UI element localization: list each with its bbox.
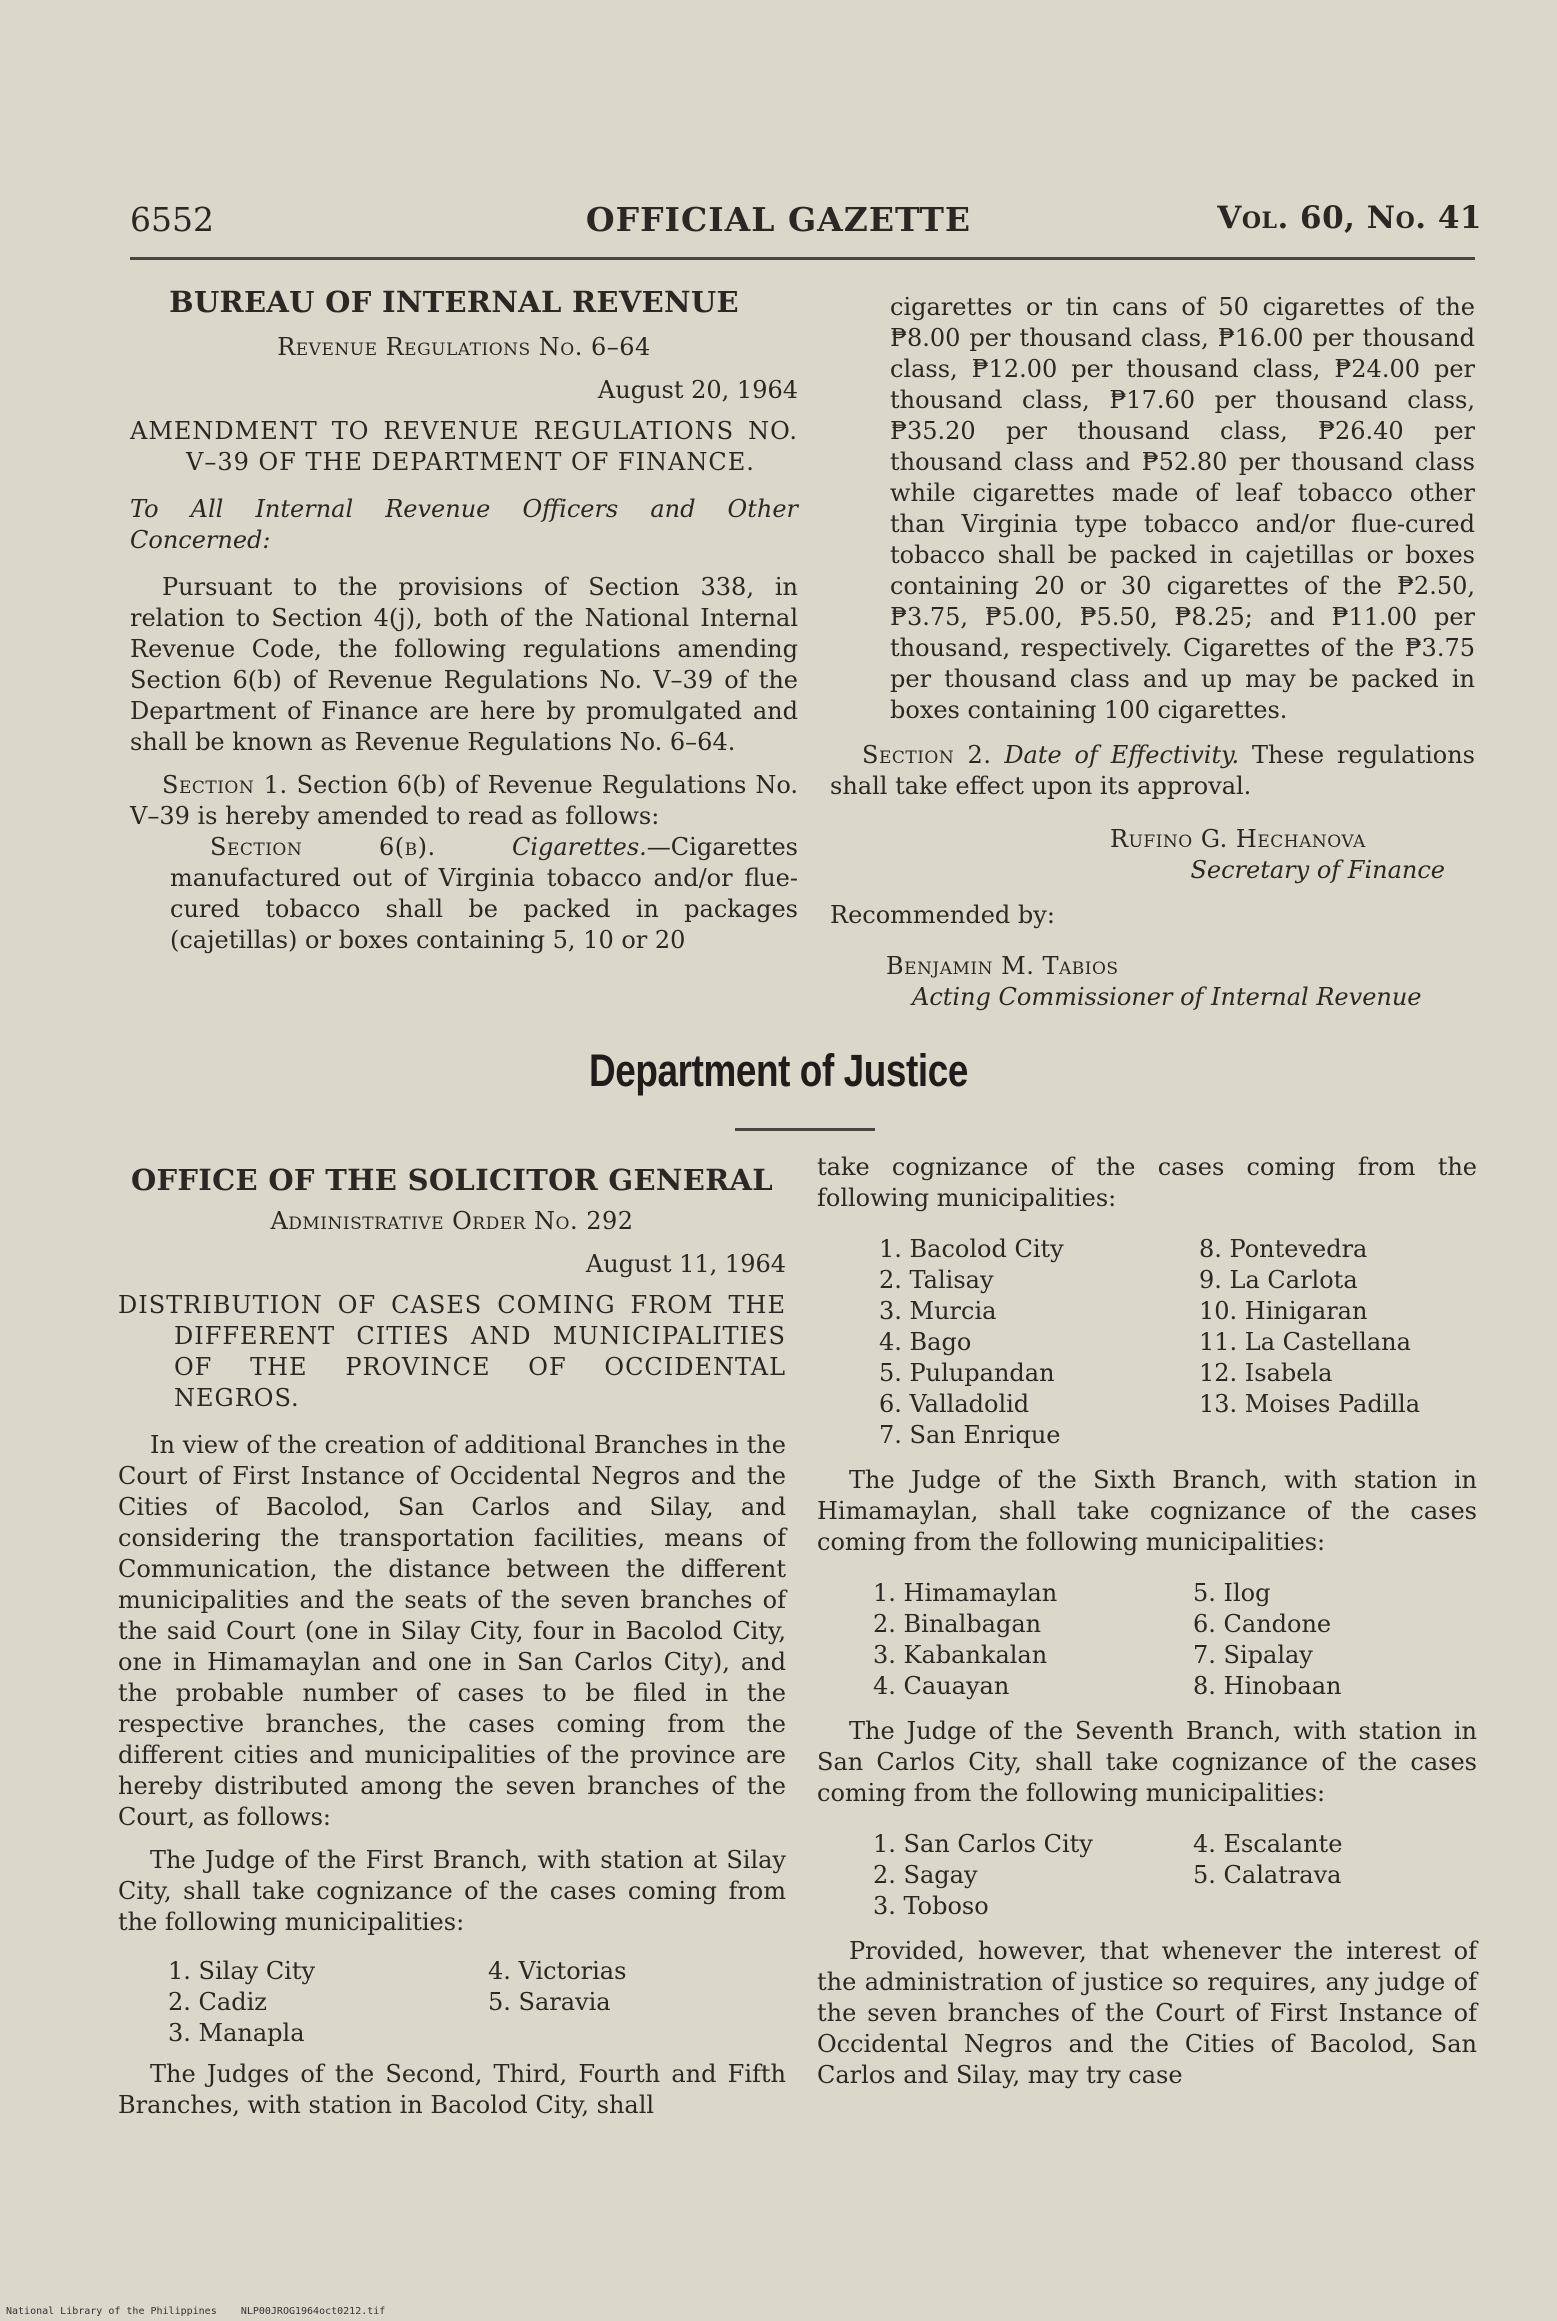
section-6b bbox=[130, 832, 798, 956]
office-heading: OFFICE OF THE SOLICITOR GENERAL bbox=[130, 1163, 774, 1197]
bacolod-text-2: take cognizance of the cases coming from the following municipalities: bbox=[817, 1153, 1477, 1212]
section-1-text: Section 6(b) of Revenue Regulations No. V–39 is hereby amended to read as follows: bbox=[130, 771, 798, 830]
list-item: 4. Bago bbox=[879, 1328, 972, 1356]
list-item: 2. Sagay bbox=[873, 1861, 978, 1889]
list-item: 3. Manapla bbox=[168, 2019, 305, 2047]
seventh-left bbox=[873, 1829, 1193, 1922]
section-6b-text-2: cigarettes or tin cans of 50 cigarettes of the ₱8.00 per thousand class, ₱16.00 per thousand class, ₱12.00 per thousand class, ₱24.00 per thousand class, ₱17.60 per thousand class, ₱35.20 per thousand class, ₱26.40 per thousand class and ₱52.80 per thousand class while cigarettes made of leaf tobacco other than Virginia type tobacco and/or flue-cured tobacco shall be packed in cajetillas or boxes containing 20 or 30 cigarettes of the ₱2.50, ₱3.75, ₱5.00, ₱5.50, ₱8.25; and ₱11.00 per thousand, respectively. Cigarettes of the ₱3.75 per thousand class and up may be packed in boxes containing 100 cigarettes. bbox=[890, 293, 1475, 724]
section-6b-text-1: —Cigarettes manufactured out of Virginia tobacco and/or flue-cured tobacco shall be packed in packages (cajetillas) or boxes containing 5, 10 or 20 bbox=[170, 833, 798, 954]
section-1 bbox=[130, 770, 798, 832]
proviso: Provided, however, that whenever the interest of the administration of justice so requires, any judge of the seven branches of the Court of First Instance of Occidental Negros and the Cities of Bacolod, San Carlos and Silay, may try case bbox=[817, 1937, 1477, 2089]
regulation-number: Revenue Regulations No. 6–64 bbox=[277, 333, 651, 361]
footer-source: National Library of the Philippines bbox=[6, 2306, 217, 2317]
regulation-date: August 20, 1964 bbox=[597, 376, 798, 404]
list-item: 6. Valladolid bbox=[879, 1390, 1030, 1418]
list-item: 1. San Carlos City bbox=[873, 1830, 1093, 1858]
scan-footer bbox=[6, 2306, 385, 2317]
list-item: 4. Cauayan bbox=[873, 1672, 1010, 1700]
list-item: 2. Binalbagan bbox=[873, 1610, 1042, 1638]
recommended-by: Recommended by: bbox=[830, 901, 1055, 929]
section-2-text: These regulations shall take effect upon its approval. bbox=[830, 741, 1475, 800]
signatory-2-title: Acting Commissioner of Internal Revenue bbox=[912, 983, 1422, 1011]
order-date: August 11, 1964 bbox=[585, 1250, 786, 1278]
regulation-subject: AMENDMENT TO REVENUE REGULATIONS NO. V–39 OF THE DEPARTMENT OF FINANCE. bbox=[130, 417, 798, 476]
bacolod-right bbox=[1199, 1234, 1420, 1451]
list-item: 1. Silay City bbox=[168, 1957, 316, 1985]
sixth-branch-text: The Judge of the Sixth Branch, with station in Himamaylan, shall take cognizance of the cases coming from the following municipalities: bbox=[817, 1466, 1477, 1556]
list-item: 5. Ilog bbox=[1193, 1579, 1271, 1607]
seventh-branch-list bbox=[873, 1829, 1477, 1922]
department-heading: Department of Justice bbox=[589, 1045, 968, 1096]
section-1-label: Section 1. bbox=[162, 771, 288, 799]
section-2 bbox=[830, 740, 1475, 802]
bureau-heading: BUREAU OF INTERNAL REVENUE bbox=[169, 285, 739, 319]
volume-number: Vol. 60, No. 41 bbox=[1217, 200, 1482, 236]
first-branch-list bbox=[168, 1956, 786, 2049]
section-2-label: Section 2. bbox=[862, 741, 992, 769]
order-number: Administrative Order No. 292 bbox=[270, 1207, 634, 1235]
seventh-right bbox=[1193, 1829, 1342, 1922]
department-rule bbox=[735, 1128, 875, 1131]
list-item: 1. Himamaylan bbox=[873, 1579, 1058, 1607]
list-item: 11. La Castellana bbox=[1199, 1328, 1411, 1356]
bacolod-list bbox=[879, 1234, 1477, 1451]
order-subject: DISTRIBUTION OF CASES COMING FROM THE DIFFERENT CITIES AND MUNICIPALITIES OF THE PROVINCE OF OCCIDENTAL NEGROS. bbox=[118, 1291, 786, 1412]
list-item: 2. Talisay bbox=[879, 1266, 994, 1294]
signatory-1-name: Rufino G. Hechanova bbox=[1110, 825, 1366, 853]
addressee: To All Internal Revenue Officers and Other Concerned: bbox=[130, 495, 798, 554]
list-item: 6. Candone bbox=[1193, 1610, 1332, 1638]
gazette-title: OFFICIAL GAZETTE bbox=[585, 200, 972, 239]
bacolod-text-1: The Judges of the Second, Third, Fourth and Fifth Branches, with station in Bacolod City, shall bbox=[118, 2060, 786, 2119]
signatory-2-name: Benjamin M. Tabios bbox=[886, 952, 1119, 980]
signatory-1-title: Secretary of Finance bbox=[1190, 856, 1445, 884]
list-item: 2. Cadiz bbox=[168, 1988, 267, 2016]
list-item: 1. Bacolod City bbox=[879, 1235, 1064, 1263]
section-6b-title: Cigarettes. bbox=[511, 833, 647, 861]
first-branch-right bbox=[488, 1956, 626, 2049]
page-number: 6552 bbox=[130, 200, 214, 239]
list-item: 3. Murcia bbox=[879, 1297, 997, 1325]
list-item: 12. Isabela bbox=[1199, 1359, 1333, 1387]
first-branch-left bbox=[168, 1956, 488, 2049]
sixth-left bbox=[873, 1578, 1193, 1702]
list-item: 3. Kabankalan bbox=[873, 1641, 1048, 1669]
list-item: 3. Toboso bbox=[873, 1892, 989, 1920]
sixth-right bbox=[1193, 1578, 1341, 1702]
bir-intro: Pursuant to the provisions of Section 338, in relation to Section 4(j), both of the National Internal Revenue Code, the following regulations amending Section 6(b) of Revenue Regulations No. V–39 of the Department of Finance are here by promulgated and shall be known as Revenue Regulations No. 6–64. bbox=[130, 573, 798, 756]
bacolod-left bbox=[879, 1234, 1199, 1451]
doj-right-column bbox=[817, 1152, 1477, 2091]
list-item: 10. Hinigaran bbox=[1199, 1297, 1368, 1325]
seventh-branch-text: The Judge of the Seventh Branch, with station in San Carlos City, shall take cognizance of the cases coming from the following municipalities: bbox=[817, 1717, 1477, 1807]
section-2-title: Date of Effectivity. bbox=[1004, 741, 1240, 769]
list-item: 13. Moises Padilla bbox=[1199, 1390, 1421, 1418]
list-item: 5. Pulupandan bbox=[879, 1359, 1055, 1387]
doj-intro: In view of the creation of additional Branches in the Court of First Instance of Occidental Negros and the Cities of Bacolod, San Carlos and Silay, and considering the transportation facilities, means of Communication, the distance between the different municipalities and the seats of the seven branches of the said Court (one in Silay City, four in Bacolod City, one in Himamaylan and one in San Carlos City), and the probable number of cases to be filed in the respective branches, the cases coming from the different cities and municipalities of the province are hereby distributed among the seven branches of the Court, as follows: bbox=[118, 1431, 786, 1831]
sixth-branch-list bbox=[873, 1578, 1477, 1702]
list-item: 4. Victorias bbox=[488, 1957, 627, 1985]
doj-left-column bbox=[118, 1165, 786, 2121]
bir-right-column bbox=[830, 292, 1475, 1013]
list-item: 7. San Enrique bbox=[879, 1421, 1061, 1449]
list-item: 5. Calatrava bbox=[1193, 1861, 1342, 1889]
bir-left-column bbox=[130, 287, 798, 956]
list-item: 9. La Carlota bbox=[1199, 1266, 1358, 1294]
list-item: 7. Sipalay bbox=[1193, 1641, 1313, 1669]
list-item: 4. Escalante bbox=[1193, 1830, 1343, 1858]
list-item: 5. Saravia bbox=[488, 1988, 611, 2016]
section-6b-label: Section 6(b). bbox=[210, 833, 436, 861]
first-branch-text: The Judge of the First Branch, with station at Silay City, shall take cognizance of the cases coming from the following municipalities: bbox=[118, 1846, 786, 1936]
list-item: 8. Hinobaan bbox=[1193, 1672, 1342, 1700]
footer-file: NLP00JROG1964oct0212.tif bbox=[240, 2306, 386, 2317]
list-item: 8. Pontevedra bbox=[1199, 1235, 1368, 1263]
header-rule bbox=[130, 257, 1475, 260]
